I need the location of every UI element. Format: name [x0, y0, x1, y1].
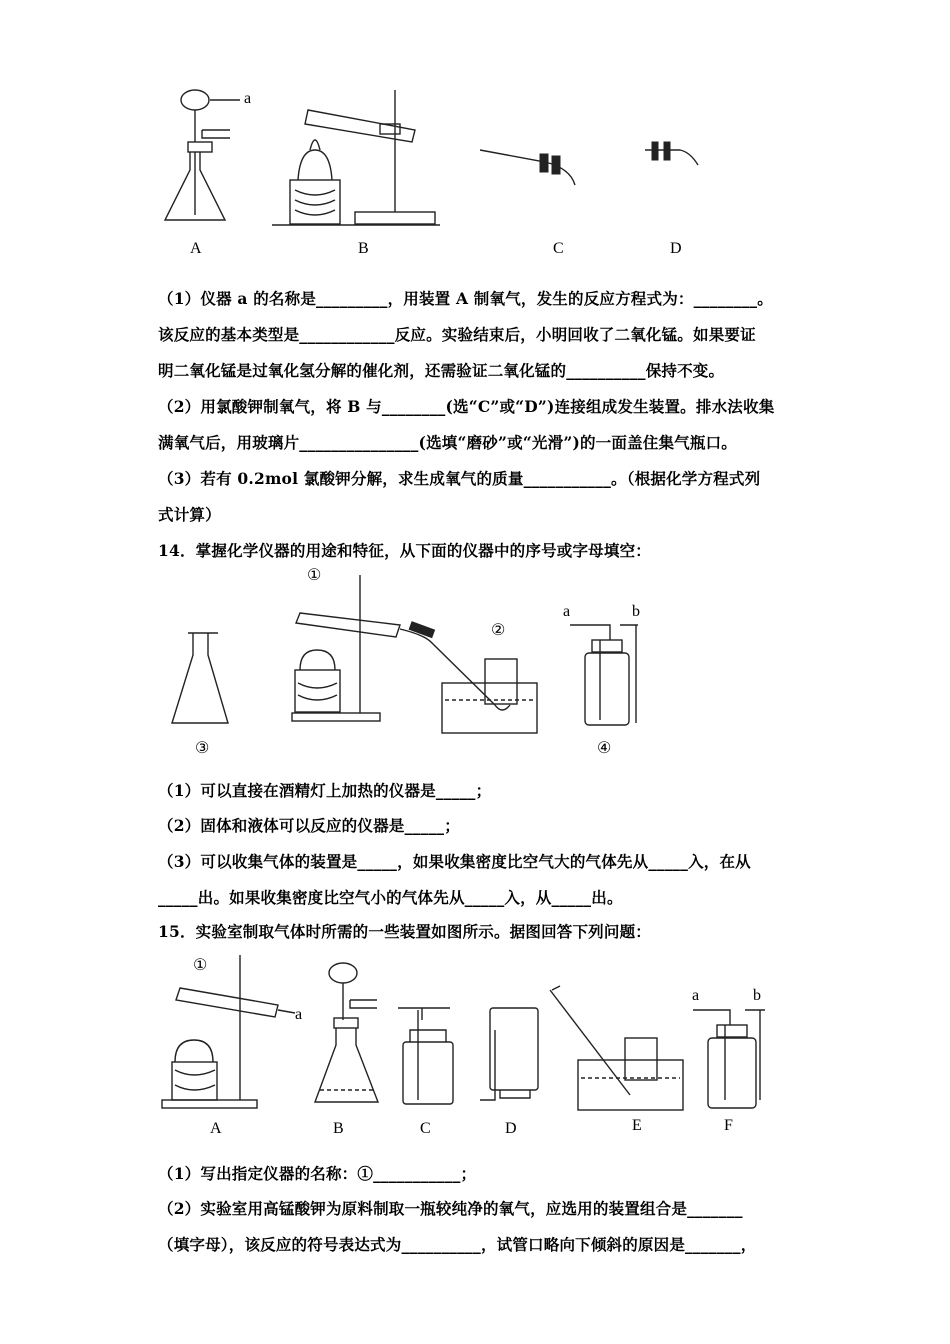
label-E: E: [632, 1117, 642, 1134]
apparatus-c-15: [398, 1008, 453, 1104]
label-b-15: b: [753, 987, 761, 1004]
q13-line-5: 满氧气后，用玻璃片_______________(选填“磨砂”或“光滑”)的一面盖住集气瓶口。: [158, 433, 737, 452]
q13-line-4: （2）用氯酸钾制氧气，将 B 与________(选“C”或“D”)连接组成发生装置。排水法收集: [158, 397, 775, 416]
callout-a: a: [244, 90, 252, 107]
q13-line-1: （1）仪器 a 的名称是_________，用装置 A 制氧气，发生的反应方程式为：________。: [158, 289, 773, 308]
water-trough-2: [442, 659, 537, 733]
label-F: F: [724, 1117, 733, 1134]
apparatus-e-15: [550, 986, 683, 1110]
q15-line-3: （填字母），该反应的符号表达式为__________，试管口略向下倾斜的原因是_______，: [158, 1235, 757, 1254]
label-a-outlet: a: [295, 1006, 303, 1023]
q14-title: 14．掌握化学仪器的用途和特征，从下面的仪器中的序号或字母填空：: [158, 541, 651, 560]
apparatus-f-15: [693, 1010, 765, 1108]
label-1-15: ①: [193, 957, 208, 974]
label-1: ①: [307, 567, 322, 584]
q14-line-3: （3）可以收集气体的装置是_____，如果收集密度比空气大的气体先从_____入，在从: [158, 852, 751, 871]
label-3: ③: [195, 740, 210, 757]
label-c-device: C: [553, 240, 564, 257]
q15-title: 15．实验室制取气体时所需的一些装置如图所示。据图回答下列问题：: [158, 922, 651, 941]
label-b-device: B: [358, 240, 369, 257]
label-C: C: [420, 1120, 431, 1137]
apparatus-d-15: [480, 1008, 538, 1100]
q13-line-7: 式计算）: [158, 505, 221, 524]
apparatus-a: [165, 90, 240, 220]
label-b: b: [632, 603, 640, 620]
q14-line-1: （1）可以直接在酒精灯上加热的仪器是_____；: [158, 781, 492, 800]
q13-line-3: 明二氧化锰是过氧化氢分解的催化剂，还需验证二氧化锰的__________保持不变。: [158, 361, 725, 380]
q14-line-2: （2）固体和液体可以反应的仪器是_____；: [158, 816, 460, 835]
figure-q15: [160, 950, 800, 1145]
label-a-15: a: [692, 987, 700, 1004]
q15-line-2: （2）实验室用高锰酸钾为原料制取一瓶较纯净的氧气，应选用的装置组合是_______: [158, 1199, 743, 1218]
q13-line-6: （3）若有 0.2mol 氯酸钾分解，求生成氧气的质量___________。（根据化学方程式列: [158, 469, 761, 488]
gas-bottle-4: [570, 625, 638, 725]
label-a-device: A: [190, 240, 202, 257]
q14-line-4: _____出。如果收集密度比空气小的气体先从_____入，从_____出。: [158, 888, 623, 907]
apparatus-b: [272, 90, 440, 225]
heating-setup-1: [292, 575, 510, 721]
label-d-device: D: [670, 240, 682, 257]
conical-flask-3: [172, 633, 228, 723]
q13-line-2: 该反应的基本类型是____________反应。实验结束后，小明回收了二氧化锰。如果要证: [158, 325, 756, 344]
label-4: ④: [597, 740, 612, 757]
apparatus-drawings-2: [160, 565, 680, 760]
apparatus-drawings-3: [160, 950, 800, 1145]
apparatus-a-15: [162, 955, 295, 1108]
q15-line-1: （1）写出指定仪器的名称：①___________；: [158, 1164, 477, 1183]
label-A: A: [210, 1120, 222, 1137]
apparatus-d: [645, 142, 698, 165]
apparatus-b-15: [315, 963, 378, 1102]
apparatus-drawings-1: [150, 80, 750, 270]
figure-apparatus-a-d: [150, 80, 750, 270]
figure-q14: [160, 565, 680, 760]
label-D: D: [505, 1120, 517, 1137]
label-a: a: [563, 603, 571, 620]
label-B: B: [333, 1120, 344, 1137]
apparatus-c: [480, 150, 575, 185]
label-2: ②: [491, 622, 506, 639]
